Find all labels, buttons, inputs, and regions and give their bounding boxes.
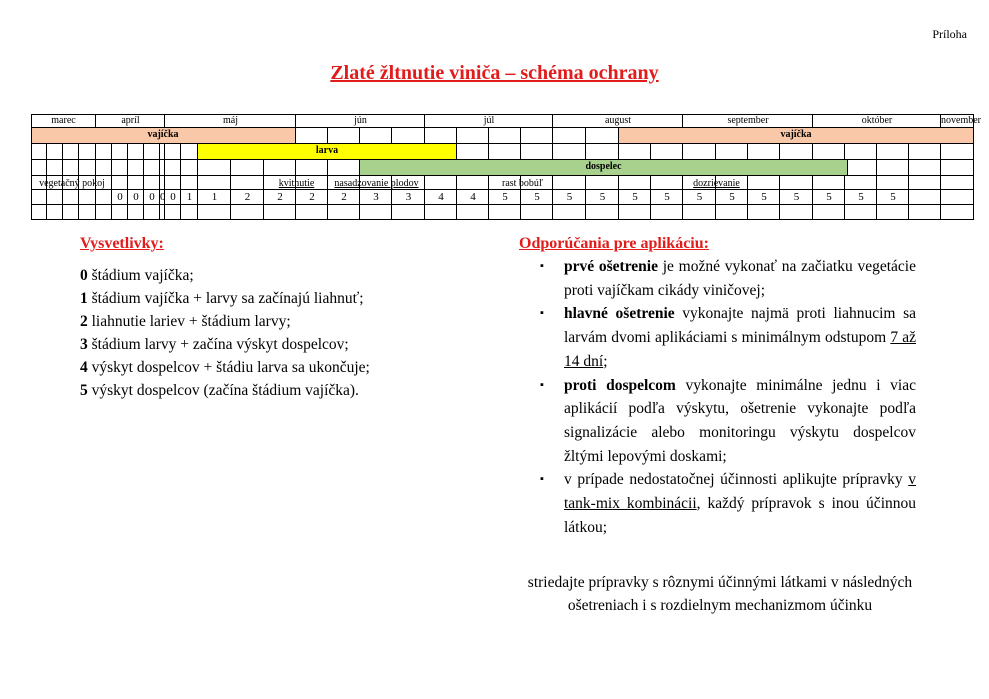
grid-cell xyxy=(553,144,586,160)
legend-list xyxy=(80,264,480,402)
grid-cell xyxy=(198,205,231,220)
stage-code: 5 xyxy=(566,191,573,203)
stage-code: 5 xyxy=(793,191,800,203)
legend-item: 2 liahnutie lariev + štádium larvy; xyxy=(80,313,291,330)
grid-cell xyxy=(96,144,112,160)
grid-cell xyxy=(425,128,457,144)
grid-cell xyxy=(96,205,112,220)
egg-stage-bar: vajíčka xyxy=(31,128,296,144)
grid-cell xyxy=(31,190,47,205)
grid-cell xyxy=(264,160,296,176)
schedule-row xyxy=(31,160,974,176)
legend-item: 1 štádium vajíčka + larvy sa začínajú liahnuť; xyxy=(80,290,364,307)
grid-cell xyxy=(144,144,160,160)
grid-cell xyxy=(360,128,392,144)
stage-code: 1 xyxy=(211,191,218,203)
month-label: august xyxy=(604,115,632,126)
grid-cell xyxy=(909,190,941,205)
stage-code: 0 xyxy=(170,191,176,203)
grid-cell xyxy=(31,144,47,160)
stage-code: 5 xyxy=(729,191,735,203)
recommendation-item: ▪ prvé ošetrenie je možné vykonať na začiatku vegetácie proti vajíčkam cikády viničovej; xyxy=(540,255,916,302)
stage-code: 2 xyxy=(309,191,315,203)
stage-code: 1 xyxy=(186,191,193,203)
grid-cell xyxy=(780,176,813,190)
month-label: jún xyxy=(354,115,367,126)
square-bullet-icon: ▪ xyxy=(540,473,544,486)
grid-cell xyxy=(425,205,457,220)
stage-code: 5 xyxy=(664,191,670,203)
grid-cell xyxy=(181,205,198,220)
grid-cell xyxy=(328,128,360,144)
grid-cell xyxy=(748,205,780,220)
square-bullet-icon: ▪ xyxy=(540,307,544,320)
stage-code: 2 xyxy=(244,191,251,203)
stage-code: 5 xyxy=(696,191,703,203)
grid-cell xyxy=(586,176,619,190)
grid-cell xyxy=(716,205,748,220)
rotation-note: striedajte prípravky s rôznymi účinnými látkami v následných ošetreniach i s rozdielnym mechanizmom účinku xyxy=(527,574,913,614)
legend-item: 4 výskyt dospelcov + štádiu larva sa ukončuje; xyxy=(80,359,370,376)
grid-cell xyxy=(79,160,96,176)
grid-cell xyxy=(521,205,553,220)
grid-cell xyxy=(128,144,144,160)
grid-cell xyxy=(96,160,112,176)
grid-cell xyxy=(165,176,181,190)
grid-cell xyxy=(181,176,198,190)
grid-cell xyxy=(392,128,425,144)
stage-code: 2 xyxy=(341,191,347,203)
grid-cell xyxy=(716,144,748,160)
recommendation-item: ▪ v prípade nedostatočnej účinnosti aplikujte prípravky v tank-mix kombinácii, každý prípravok s inou účinnou látkou; xyxy=(540,468,916,539)
phenophase-label: kvitnutie xyxy=(278,178,315,189)
grid-cell xyxy=(845,144,877,160)
grid-cell xyxy=(586,205,619,220)
grid-cell xyxy=(296,160,328,176)
grid-cell xyxy=(586,128,619,144)
grid-cell xyxy=(144,176,160,190)
grid-cell xyxy=(47,144,63,160)
grid-cell xyxy=(941,190,974,205)
grid-cell xyxy=(144,205,160,220)
square-bullet-icon: ▪ xyxy=(540,378,544,391)
stage-code: 5 xyxy=(890,191,896,203)
grid-cell xyxy=(264,205,296,220)
grid-cell xyxy=(845,205,877,220)
recommendations-title: Odporúčania pre aplikáciu: xyxy=(519,235,709,252)
grid-cell xyxy=(128,176,144,190)
grid-cell xyxy=(877,144,909,160)
protection-schedule-table xyxy=(31,114,981,220)
grid-cell xyxy=(941,144,974,160)
stage-code: 5 xyxy=(761,191,767,203)
schedule-row xyxy=(31,114,981,128)
stage-code: 5 xyxy=(534,191,540,203)
schedule-row xyxy=(31,205,974,220)
grid-cell xyxy=(47,160,63,176)
grid-cell xyxy=(780,144,813,160)
schedule-row xyxy=(31,176,974,190)
stage-code: 4 xyxy=(470,191,476,203)
grid-cell xyxy=(328,205,360,220)
grid-cell xyxy=(877,160,909,176)
grid-cell xyxy=(941,160,974,176)
grid-cell xyxy=(748,144,780,160)
stage-code: 3 xyxy=(405,191,412,203)
grid-cell xyxy=(231,176,264,190)
grid-cell xyxy=(619,144,651,160)
grid-cell xyxy=(165,144,181,160)
grid-cell xyxy=(521,144,553,160)
grid-cell xyxy=(780,205,813,220)
legend-title: Vysvetlivky: xyxy=(80,235,164,252)
schedule-row xyxy=(31,190,974,205)
grid-cell xyxy=(845,160,877,176)
grid-cell xyxy=(521,128,553,144)
stage-code: 4 xyxy=(438,191,444,203)
grid-cell xyxy=(112,205,128,220)
grid-cell xyxy=(683,144,716,160)
stage-code: 5 xyxy=(858,191,864,203)
grid-cell xyxy=(47,205,63,220)
stage-code: 0 xyxy=(133,191,139,203)
grid-cell xyxy=(813,205,845,220)
month-label: apríl xyxy=(121,115,140,126)
grid-cell xyxy=(360,205,392,220)
phenophase-label: vegetačný pokoj xyxy=(39,178,105,189)
grid-cell xyxy=(63,160,79,176)
grid-cell xyxy=(877,176,909,190)
grid-cell xyxy=(619,205,651,220)
grid-cell xyxy=(231,205,264,220)
grid-cell xyxy=(31,205,47,220)
page-title: Zlaté žltnutie viniča – schéma ochrany xyxy=(330,62,659,84)
grid-cell xyxy=(231,160,264,176)
legend-item: 5 výskyt dospelcov (začína štádium vajíčka). xyxy=(80,382,359,399)
grid-cell xyxy=(79,144,96,160)
grid-cell xyxy=(489,205,521,220)
grid-cell xyxy=(79,190,96,205)
grid-cell xyxy=(813,176,845,190)
recommendations-list xyxy=(540,255,916,539)
grid-cell xyxy=(198,176,231,190)
schedule-row xyxy=(31,128,974,144)
grid-cell xyxy=(909,176,941,190)
grid-cell xyxy=(619,176,651,190)
month-label: september xyxy=(727,115,769,126)
grid-cell xyxy=(181,160,198,176)
recommendation-item: ▪ hlavné ošetrenie vykonajte najmä proti liahnucim sa larvám dvomi aplikáciami s minimálnym odstupom 7 až 14 dní; xyxy=(540,302,916,373)
annex-label: Príloha xyxy=(932,27,967,41)
grid-cell xyxy=(31,160,47,176)
stage-code: 5 xyxy=(826,191,832,203)
grid-cell xyxy=(845,176,877,190)
month-label: november xyxy=(941,115,981,126)
grid-cell xyxy=(47,190,63,205)
grid-cell xyxy=(457,144,489,160)
grid-cell xyxy=(296,128,328,144)
stage-code: 0 xyxy=(160,191,166,203)
stage-code: 2 xyxy=(277,191,283,203)
grid-cell xyxy=(63,190,79,205)
legend-item: 0 štádium vajíčka; xyxy=(80,267,194,284)
phenophase-label: dozrievanie xyxy=(693,178,740,189)
square-bullet-icon: ▪ xyxy=(540,260,544,272)
phenophase-label: rast bobúľ xyxy=(501,178,543,189)
grid-cell xyxy=(457,205,489,220)
grid-cell xyxy=(165,160,181,176)
grid-cell xyxy=(198,160,231,176)
grid-cell xyxy=(651,205,683,220)
grid-cell xyxy=(489,128,521,144)
grid-cell xyxy=(425,176,457,190)
adult-stage-bar: dospelec xyxy=(360,160,848,176)
grid-cell xyxy=(457,128,489,144)
grid-cell xyxy=(63,144,79,160)
grid-cell xyxy=(328,160,360,176)
stage-code: 0 xyxy=(117,191,123,203)
grid-cell xyxy=(813,144,845,160)
grid-cell xyxy=(941,205,974,220)
grid-cell xyxy=(112,160,128,176)
stage-code: 5 xyxy=(632,191,638,203)
grid-cell xyxy=(651,144,683,160)
grid-cell xyxy=(909,144,941,160)
month-label: október xyxy=(861,115,893,126)
grid-cell xyxy=(553,205,586,220)
month-label: júl xyxy=(483,115,495,126)
stage-code: 5 xyxy=(599,191,606,203)
grid-cell xyxy=(63,205,79,220)
stage-code: 0 xyxy=(149,191,155,203)
grid-cell xyxy=(586,144,619,160)
stage-code: 5 xyxy=(502,191,508,203)
grid-cell xyxy=(128,205,144,220)
grid-cell xyxy=(909,160,941,176)
grid-cell xyxy=(112,176,128,190)
grid-cell xyxy=(79,205,96,220)
grid-cell xyxy=(909,205,941,220)
grid-cell xyxy=(96,190,112,205)
grid-cell xyxy=(181,144,198,160)
grid-cell xyxy=(128,160,144,176)
grid-cell xyxy=(941,176,974,190)
grid-cell xyxy=(296,205,328,220)
schedule-row xyxy=(31,144,974,160)
recommendation-item: ▪ proti dospelcom vykonajte minimálne jednu i viac aplikácií podľa výskytu, ošetrenie vykonajte podľa signalizácie alebo monitoringu výskytu dospelcov žltými lepovými doskami; xyxy=(540,374,916,469)
grid-cell xyxy=(489,144,521,160)
egg-stage-bar: vajíčka xyxy=(619,128,974,144)
month-label: máj xyxy=(223,115,238,126)
grid-cell xyxy=(392,205,425,220)
phenophase-label: nasadzovanie plodov xyxy=(334,178,419,189)
grid-cell xyxy=(683,205,716,220)
grid-cell xyxy=(144,160,160,176)
grid-cell xyxy=(877,205,909,220)
stage-code: 3 xyxy=(373,191,379,203)
month-label: marec xyxy=(51,115,76,126)
grid-cell xyxy=(553,128,586,144)
larva-stage-bar: larva xyxy=(198,144,457,160)
grid-cell xyxy=(165,205,181,220)
grid-cell xyxy=(112,144,128,160)
legend-item: 3 štádium larvy + začína výskyt dospelcov; xyxy=(80,336,349,353)
